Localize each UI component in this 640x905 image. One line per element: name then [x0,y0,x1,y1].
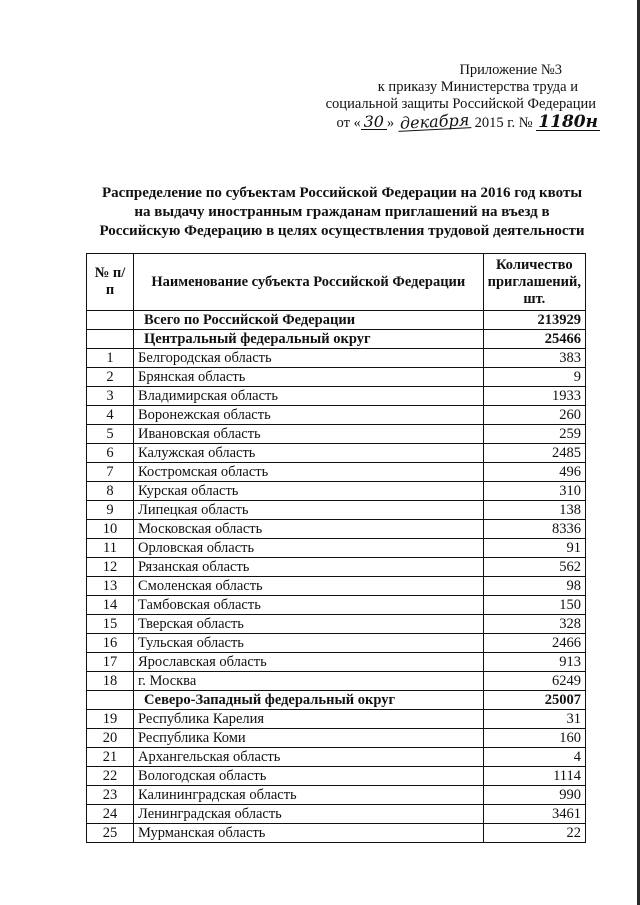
table-row [87,482,586,501]
row-subject-name: г. Москва [134,672,484,691]
row-qty: 91 [483,539,585,558]
row-subject-name: Воронежская область [134,406,484,425]
table-row [87,748,586,767]
row-subject-name: Владимирская область [134,387,484,406]
row-subject-name: Мурманская область [134,824,484,843]
date-prefix: от « [336,115,361,131]
row-num: 8 [87,482,134,501]
table-row [87,824,586,843]
row-num: 23 [87,786,134,805]
row-qty: 562 [483,558,585,577]
row-num: 20 [87,729,134,748]
row-qty: 31 [483,710,585,729]
district-num [87,691,134,710]
total-name: Всего по Российской Федерации [134,311,484,330]
table-row [87,805,586,824]
row-num: 13 [87,577,134,596]
row-qty: 259 [483,425,585,444]
row-subject-name: Республика Коми [134,729,484,748]
header-qty: Количество приглашений, шт. [483,254,585,311]
row-subject-name: Калининградская область [134,786,484,805]
row-subject-name: Республика Карелия [134,710,484,729]
row-subject-name: Смоленская область [134,577,484,596]
district-qty: 25007 [483,691,585,710]
row-num: 21 [87,748,134,767]
row-qty: 1933 [483,387,585,406]
row-num: 17 [87,653,134,672]
title-line-1: Распределение по субъектам Российской Федерации на 2016 год квоты [101,185,583,201]
quota-table [86,253,586,843]
row-subject-name: Курская область [134,482,484,501]
row-qty: 4 [483,748,585,767]
table-row [87,634,586,653]
row-num: 15 [87,615,134,634]
row-qty: 260 [483,406,585,425]
row-subject-name: Тамбовская область [134,596,484,615]
table-row [87,767,586,786]
row-subject-name: Липецкая область [134,501,484,520]
row-subject-name: Белгородская область [134,349,484,368]
handwritten-order-number: 1180н [538,112,598,132]
table-row [87,520,586,539]
table-body [87,311,586,843]
row-num: 24 [87,805,134,824]
row-subject-name: Вологодская область [134,767,484,786]
row-qty: 1114 [483,767,585,786]
row-qty: 2485 [483,444,585,463]
table-row [87,710,586,729]
row-num: 18 [87,672,134,691]
row-num: 4 [87,406,134,425]
row-num: 10 [87,520,134,539]
row-qty: 383 [483,349,585,368]
title-line-2: на выдачу иностранным гражданам приглашений на въезд в [134,204,550,220]
row-qty: 496 [483,463,585,482]
row-subject-name: Брянская область [134,368,484,387]
row-num: 25 [87,824,134,843]
district-qty: 25466 [483,330,585,349]
row-num: 12 [87,558,134,577]
row-qty: 3461 [483,805,585,824]
table-row [87,463,586,482]
table-row [87,786,586,805]
district-num [87,330,134,349]
title-line-3: Российскую Федерацию в целях осуществления трудовой деятельности [99,223,585,239]
row-subject-name: Архангельская область [134,748,484,767]
handwritten-day: 30 [361,114,387,130]
row-qty: 6249 [483,672,585,691]
total-qty: 213929 [483,311,585,330]
header-name: Наименование субъекта Российской Федерации [134,254,484,311]
row-num: 1 [87,349,134,368]
district-row [87,330,586,349]
row-subject-name: Московская область [134,520,484,539]
row-qty: 990 [483,786,585,805]
table-row [87,349,586,368]
row-qty: 9 [483,368,585,387]
table-row [87,539,586,558]
row-num: 14 [87,596,134,615]
row-qty: 138 [483,501,585,520]
year-text: 2015 г. № [474,115,533,131]
row-subject-name: Орловская область [134,539,484,558]
table-row [87,653,586,672]
table-row [87,729,586,748]
district-name: Центральный федеральный округ [134,330,484,349]
row-qty: 98 [483,577,585,596]
row-subject-name: Ивановская область [134,425,484,444]
row-num: 19 [87,710,134,729]
row-subject-name: Тверская область [134,615,484,634]
table-row [87,558,586,577]
row-num: 11 [87,539,134,558]
row-qty: 310 [483,482,585,501]
table-row [87,501,586,520]
ministry-name: социальной защиты Российской Федерации [325,96,596,112]
row-subject-name: Калужская область [134,444,484,463]
row-num: 6 [87,444,134,463]
row-num: 5 [87,425,134,444]
district-name: Северо-Западный федеральный округ [134,691,484,710]
table-row [87,444,586,463]
row-qty: 150 [483,596,585,615]
order-date-line [296,110,598,133]
table-row [87,387,586,406]
total-num [87,311,134,330]
row-subject-name: Костромская область [134,463,484,482]
row-subject-name: Тульская область [134,634,484,653]
row-qty: 328 [483,615,585,634]
row-num: 16 [87,634,134,653]
total-row [87,311,586,330]
appendix-header [296,62,596,132]
document-title [92,184,592,241]
row-qty: 913 [483,653,585,672]
header-num: № п/п [87,254,134,311]
order-reference: к приказу Министерства труда и [377,79,578,95]
table-header-row [87,254,586,311]
row-num: 22 [87,767,134,786]
handwritten-month: декабря [399,110,470,133]
table-row [87,672,586,691]
row-qty: 160 [483,729,585,748]
appendix-label: Приложение №3 [459,62,562,78]
row-qty: 22 [483,824,585,843]
row-subject-name: Ленинградская область [134,805,484,824]
table-row [87,577,586,596]
table-row [87,615,586,634]
row-qty: 8336 [483,520,585,539]
row-num: 3 [87,387,134,406]
table-row [87,425,586,444]
row-num: 9 [87,501,134,520]
row-num: 7 [87,463,134,482]
row-qty: 2466 [483,634,585,653]
row-subject-name: Ярославская область [134,653,484,672]
table-row [87,406,586,425]
table-row [87,368,586,387]
quote-close: » [386,115,395,131]
district-row [87,691,586,710]
row-num: 2 [87,368,134,387]
row-subject-name: Рязанская область [134,558,484,577]
table-row [87,596,586,615]
